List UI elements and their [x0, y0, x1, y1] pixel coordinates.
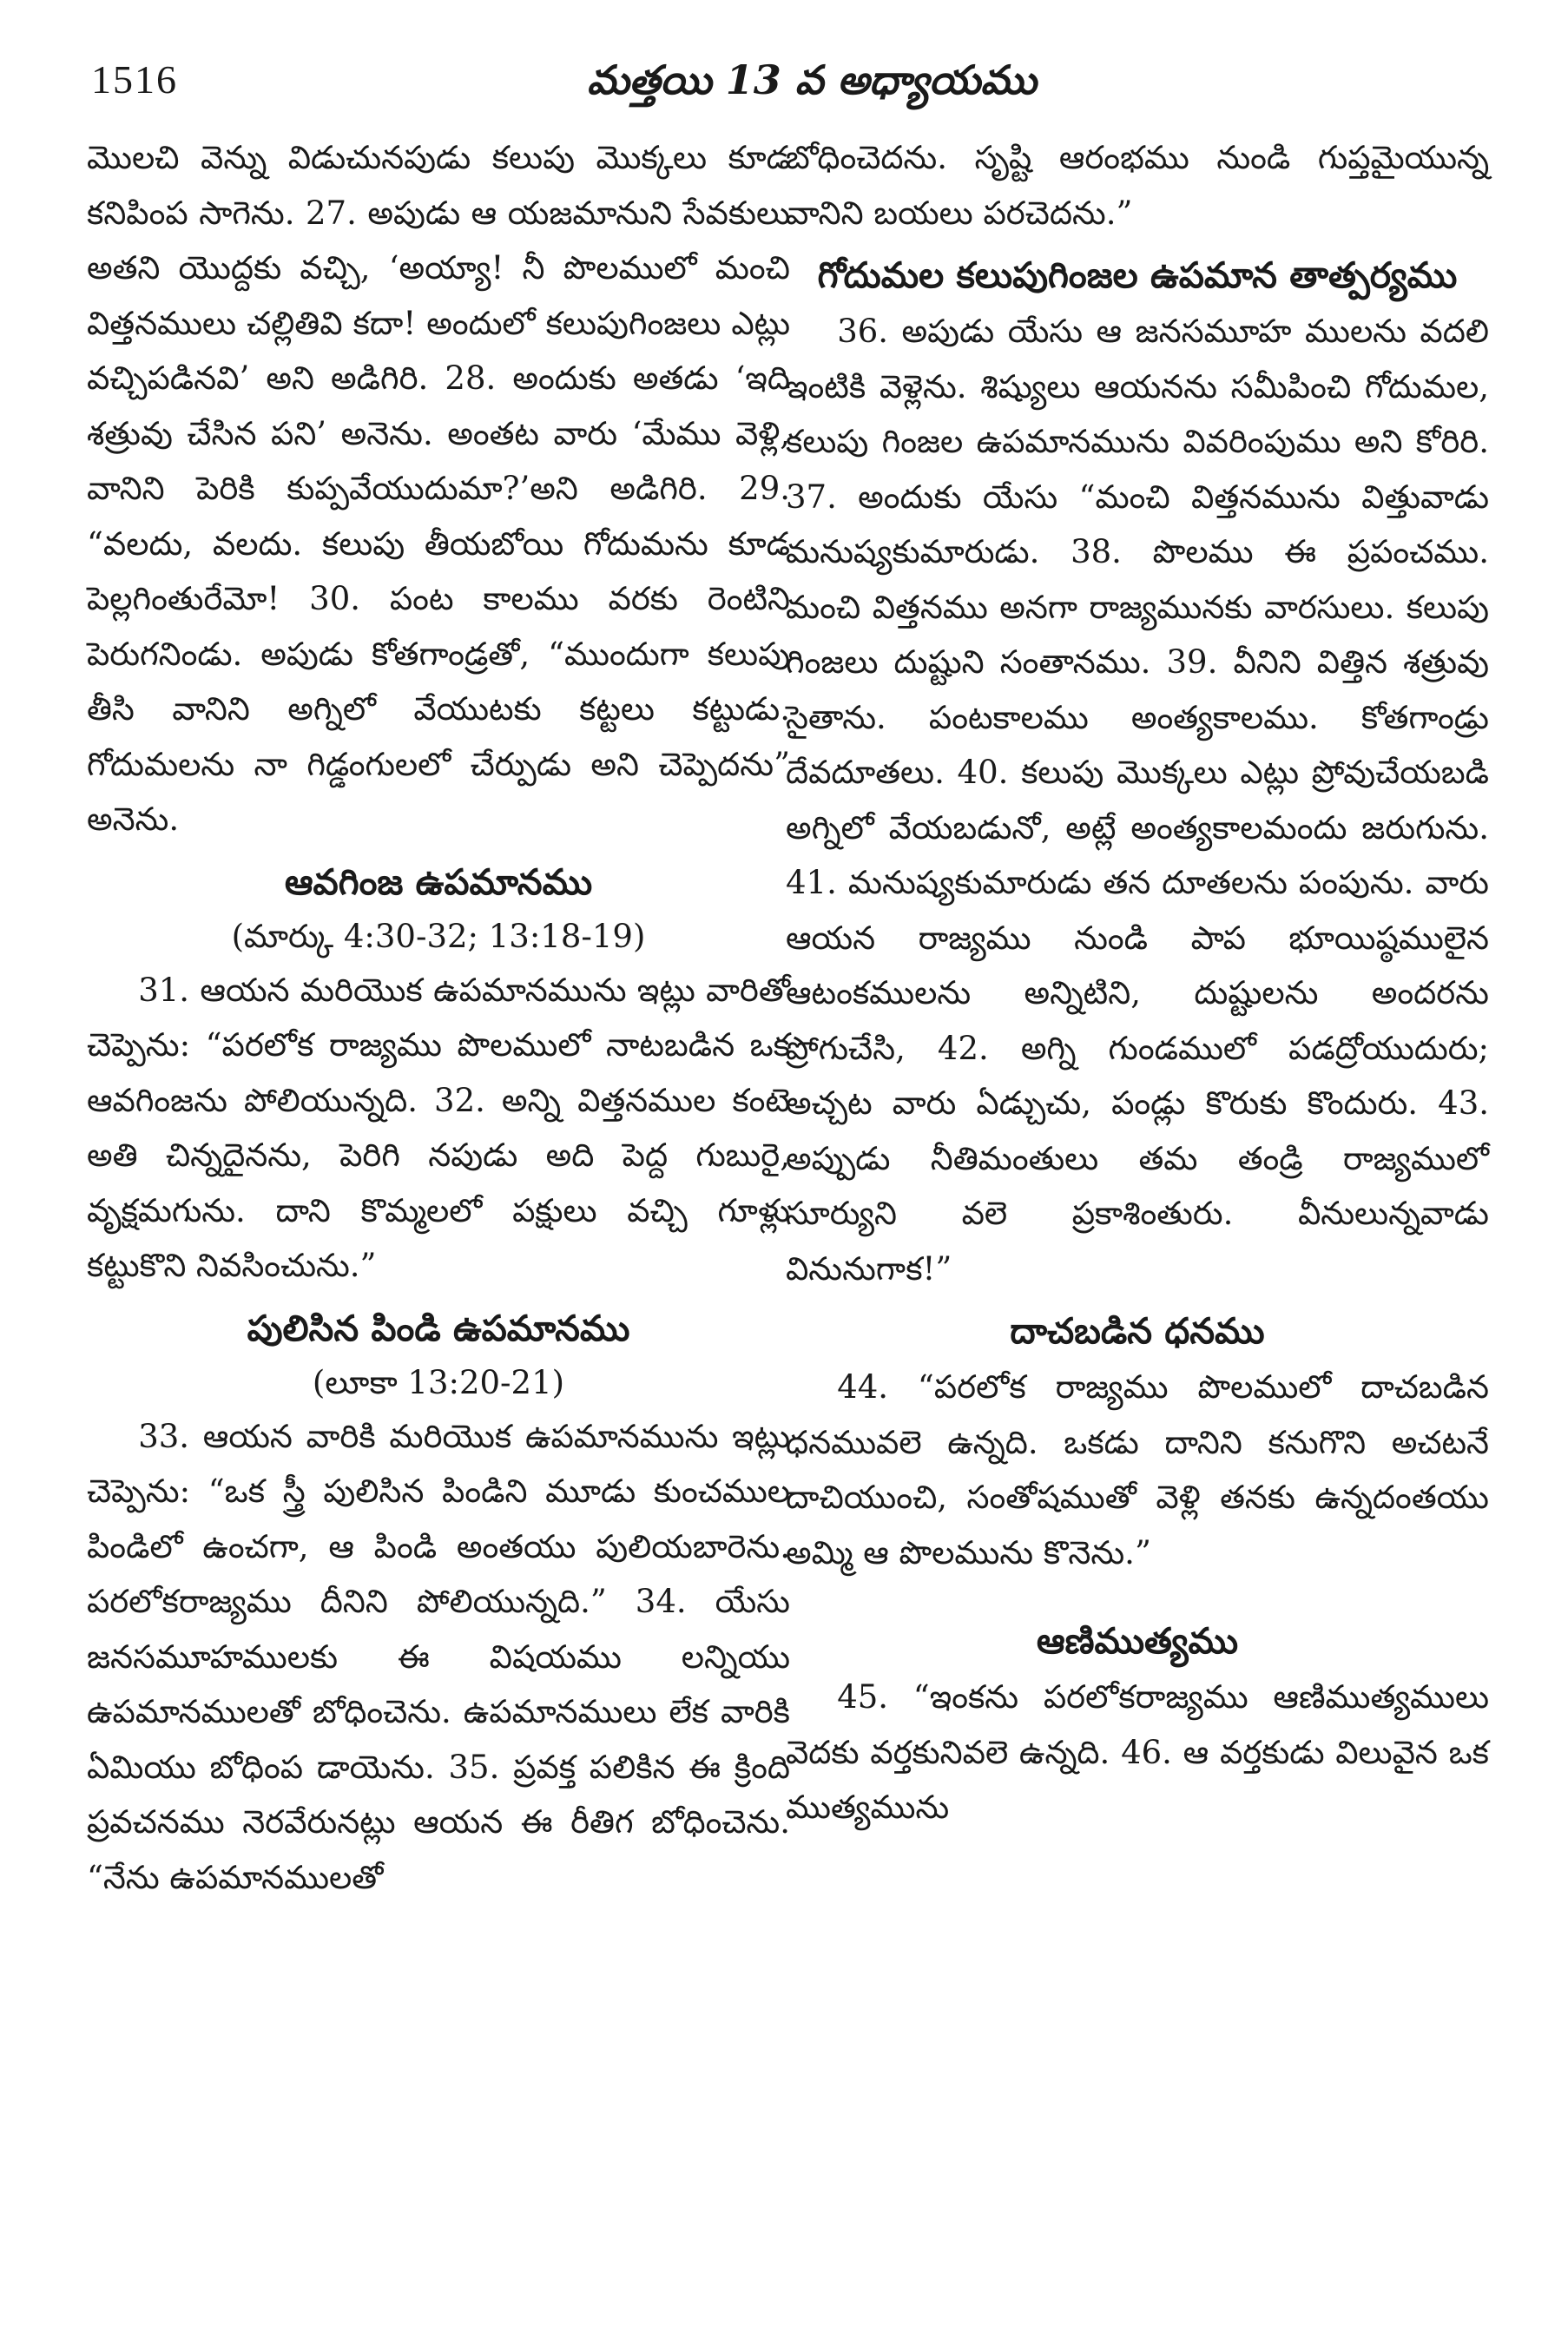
- paragraph: 33. ఆయన వారికి మరియొక ఉపమానమును ఇట్లు చెప్పెను: “ఒక స్త్రీ పులిసిన పిండిని మూడు కుంచముల పిండిలో ఉంచగా, ఆ పిండి అంతయు పులియబారెను. పరలోకరాజ్యము దీనిని పోలియున్నది.” 34. యేసు జనసమూహములకు ఈ విషయము లన్నియు ఉపమానములతో బోధించెను. ఉపమానములు లేక వారికి ఏమియు బోధింప డాయెను. 35. ప్రవక్త పలికిన ఈ క్రింది ప్రవచనము నెరవేరునట్లు ఆయన ఈ రీతిగ బోధించెను. “నేను ఉపమానములతో: [87, 1417, 790, 1896]
- page-number: 1516: [91, 57, 178, 102]
- section-heading: ఆవగింజ ఉపమానము: [284, 860, 593, 903]
- left-column: [87, 130, 790, 1905]
- paragraph: 31. ఆయన మరియొక ఉపమానమును ఇట్లు వారితో చెప్పెను: “పరలోక రాజ్యము పొలములో నాటబడిన ఒక ఆవగింజను పోలియున్నది. 32. అన్ని విత్తనముల కంటె అతి చిన్నదైనను, పెరిగి నపుడు అది పెద్ద గుబురై, వృక్షమగును. దాని కొమ్మలలో పక్షులు వచ్చి గూళ్లు కట్టుకొని నివసించును.”: [87, 971, 790, 1284]
- cross-reference: (లూకా 13:20-21): [312, 1363, 565, 1401]
- cross-reference: (మార్కు 4:30-32; 13:18-19): [231, 917, 646, 955]
- running-head: మత్తయి 13 వ అధ్యాయము: [587, 56, 1037, 103]
- paragraph: 45. “ఇంకను పరలోకరాజ్యము ఆణిముత్యములు వెదకు వర్తకునివలె ఉన్నది. 46. ఆ వర్తకుడు విలువైన ఒక ముత్యమును: [786, 1678, 1489, 1826]
- section-heading: ఆణిముత్యము: [1036, 1620, 1239, 1662]
- paragraph: మొలచి వెన్ను విడుచునపుడు కలుపు మొక్కలు కూడ కనిపింప సాగెను. 27. అపుడు ఆ యజమానుని సేవకులు అతని యొద్దకు వచ్చి, ‘అయ్యా! నీ పొలములో మంచి విత్తనములు చల్లితివి కదా! అందులో కలుపుగింజలు ఎట్లు వచ్చిపడినవి’ అని అడిగిరి. 28. అందుకు అతడు ‘ఇది శత్రువు చేసిన పని’ అనెను. అంతట వారు ‘మేము వెళ్లి, వానిని పెరికి కుప్పవేయుదుమా?’అని అడిగిరి. 29. “వలదు, వలదు. కలుపు తీయబోయి గోదుమను కూడ పెల్లగింతురేమో! 30. పంట కాలము వరకు రెంటిని పెరుగనిండు. అపుడు కోతగాండ్రతో, “ముందుగా కలుపు తీసి వానిని అగ్నిలో వేయుటకు కట్టలు కట్టుడు. గోదుమలను నా గిడ్డంగులలో చేర్పుడు అని చెప్పెదను” అనెను.: [87, 139, 790, 838]
- section-heading: దాచబడిన ధనము: [1010, 1310, 1265, 1352]
- paragraph: 44. “పరలోక రాజ్యము పొలములో దాచబడిన ధనమువలె ఉన్నది. ఒకడు దానిని కనుగొని అచటనే దాచియుంచి, సంతోషముతో వెళ్లి తనకు ఉన్నదంతయు అమ్మి ఆ పొలమును కొనెను.”: [786, 1368, 1489, 1571]
- paragraph: 36. అపుడు యేసు ఆ జనసమూహ ములను వదలి ఇంటికి వెళ్లెను. శిష్యులు ఆయనను సమీపించి గోదుమల, కలుపు గింజల ఉపమానమును వివరింపుము అని కోరిరి. 37. అందుకు యేసు “మంచి విత్తనమును విత్తువాడు మనుష్యకుమారుడు. 38. పొలము ఈ ప్రపంచము. మంచి విత్తనము అనగా రాజ్యమునకు వారసులు. కలుపు గింజలు దుష్టుని సంతానము. 39. వీనిని విత్తిన శత్రువు సైతాను. పంటకాలము అంత్యకాలము. కోతగాండ్రు దేవదూతలు. 40. కలుపు మొక్కలు ఎట్లు ప్రోవుచేయబడి అగ్నిలో వేయబడునో, అట్లే అంత్యకాలమందు జరుగును. 41. మనుష్యకుమారుడు తన దూతలను పంపును. వారు ఆయన రాజ్యము నుండి పాప భూయిష్ఠములైన ఆటంకములను అన్నిటిని, దుష్టులను అందరను ప్రోగుచేసి, 42. అగ్ని గుండములో పడద్రోయుదురు; అచ్చట వారు ఏడ్చుచు, పండ్లు కొరుకు కొందురు. 43. అప్పుడు నీతిమంతులు తమ తండ్రి రాజ్యములో సూర్యుని వలె ప్రకాశింతురు. వీనులున్నవాడు వినునుగాక!”: [786, 313, 1489, 1288]
- paragraph: బోధించెదను. సృష్టి ఆరంభము నుండి గుప్తమైయున్న వానిని బయలు పరచెదను.”: [786, 139, 1489, 232]
- section-heading: గోదుమల కలుపుగింజల ఉపమాన తాత్పర్యము: [817, 254, 1458, 296]
- right-column: [786, 130, 1489, 1835]
- spacer: [786, 1580, 1489, 1606]
- section-heading: పులిసిన పిండి ఉపమానము: [247, 1307, 630, 1349]
- page-header: [91, 45, 1480, 115]
